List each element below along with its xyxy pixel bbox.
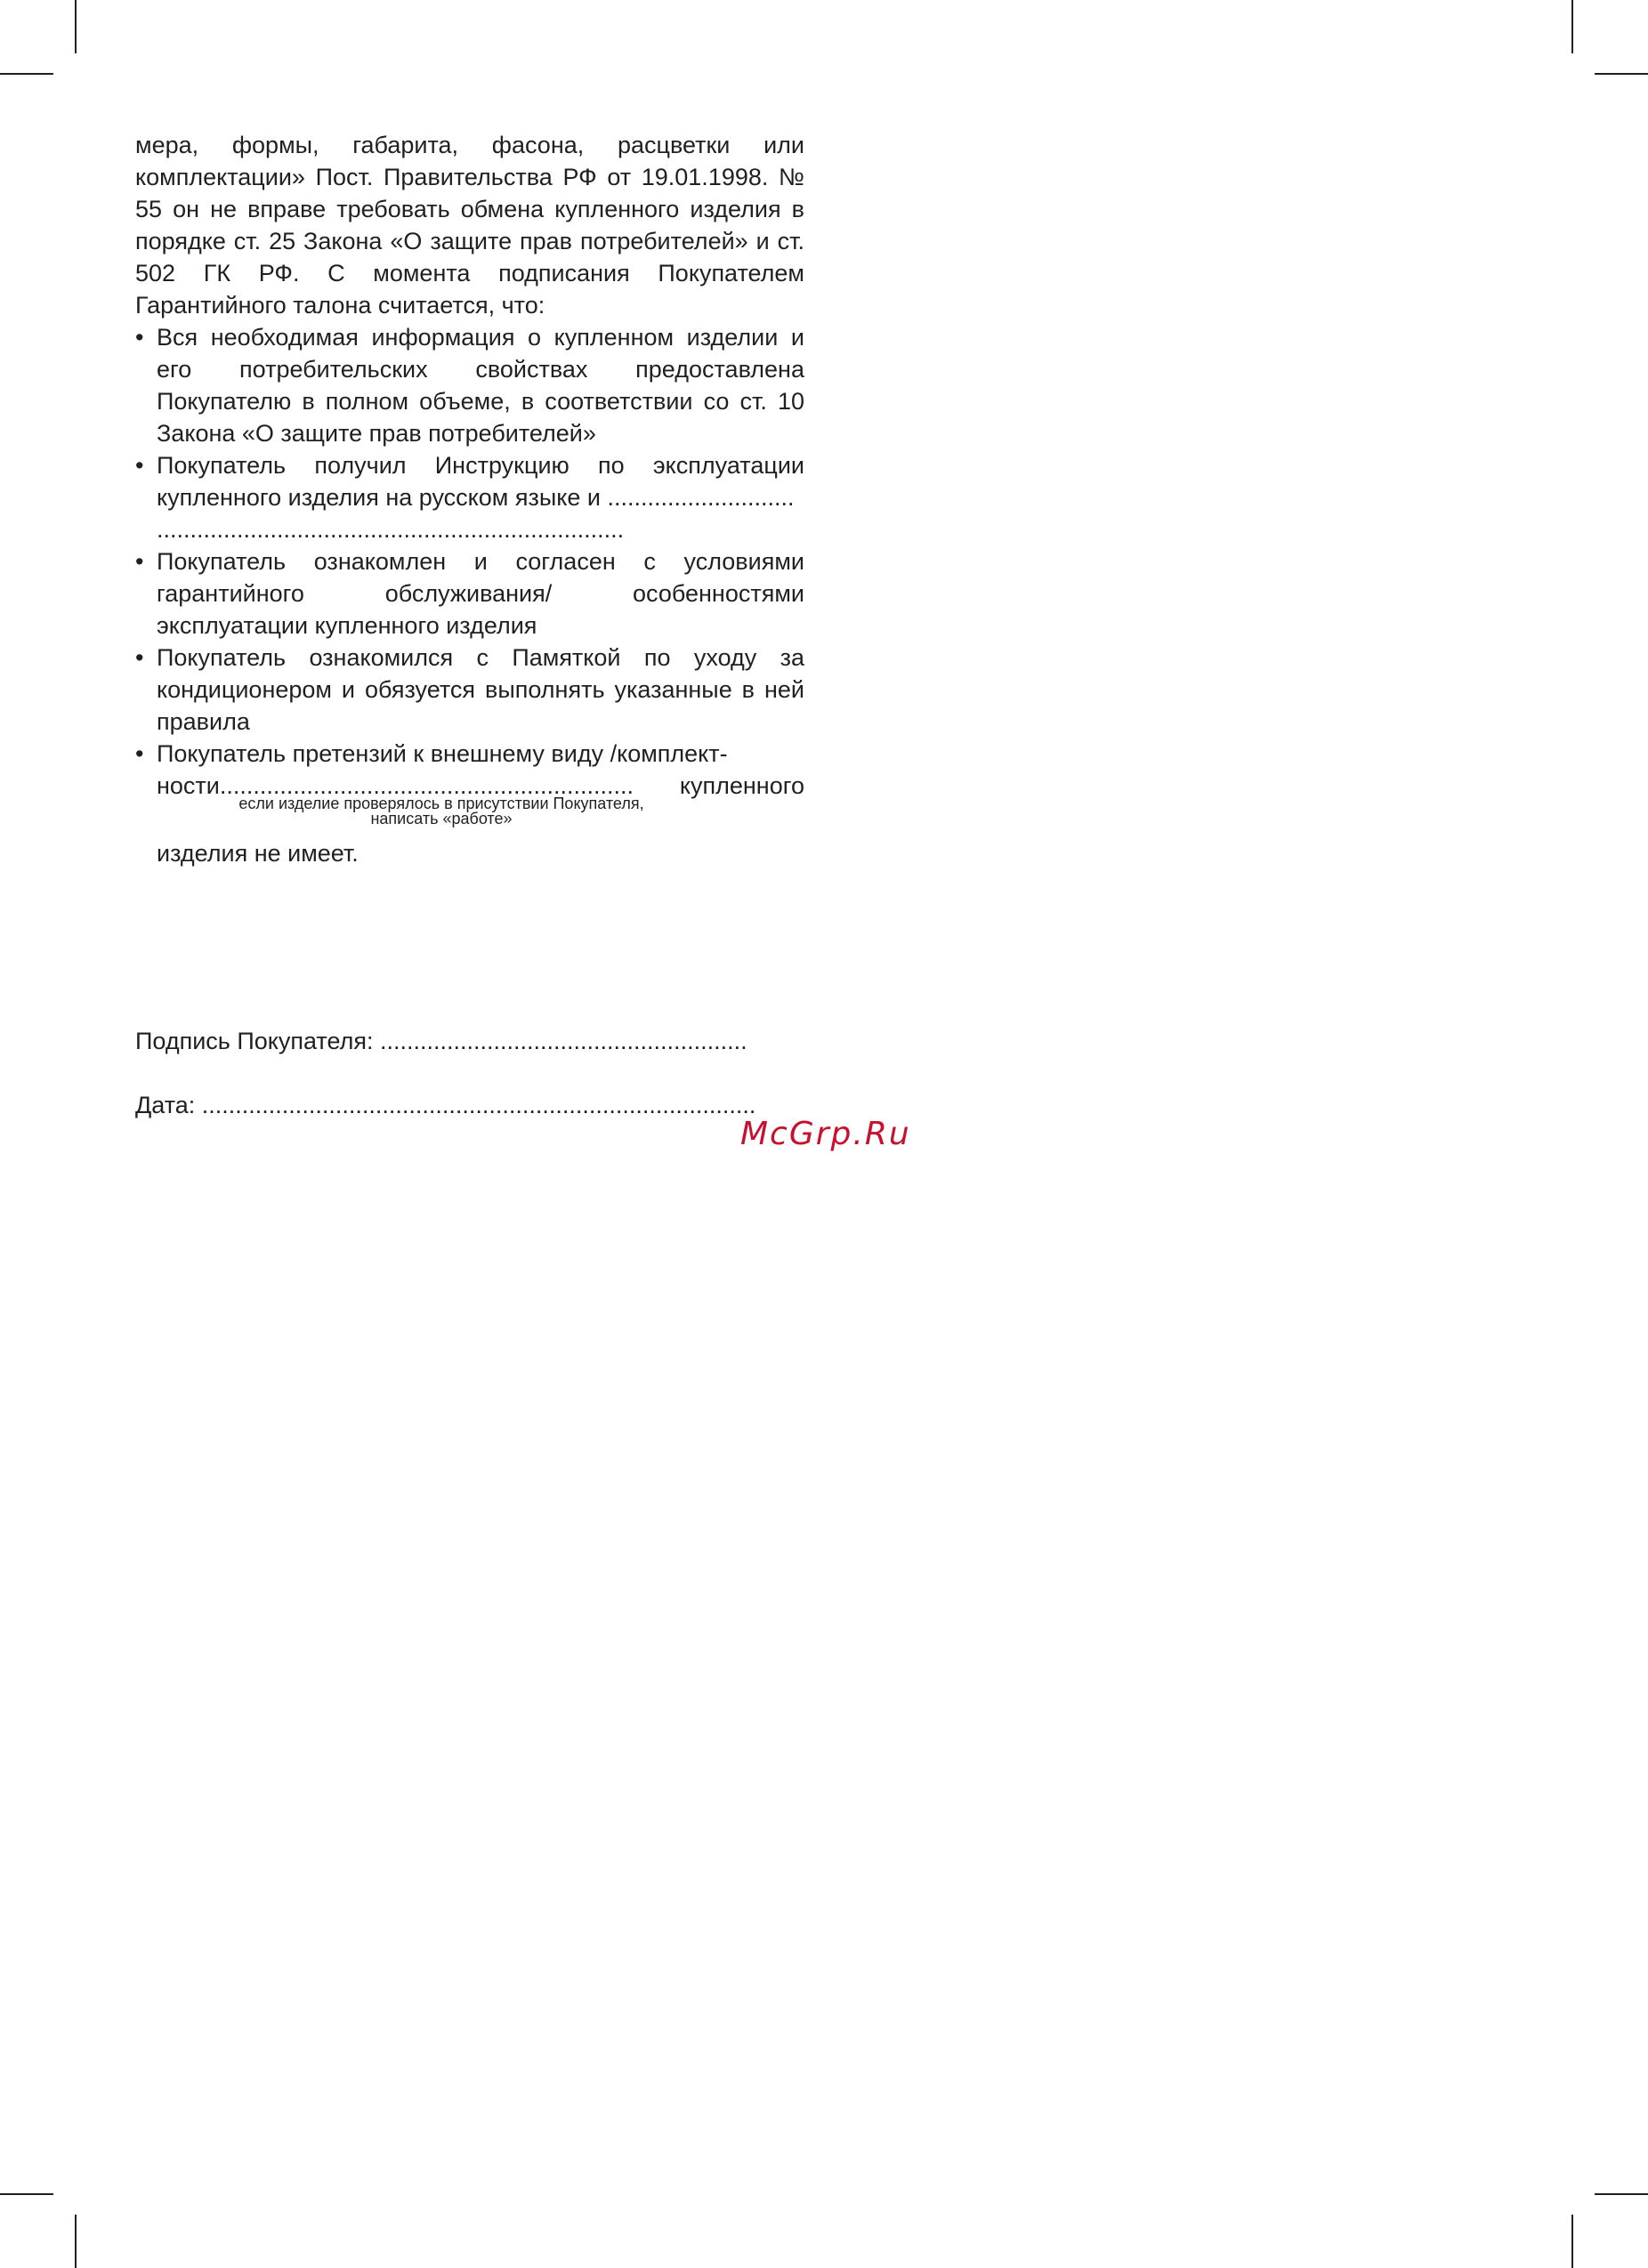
list-item-text: Покупатель ознакомлен и согласен с условиями гарантийного обслуживания/ особенностями эксплуатации купленного изделия	[157, 548, 804, 639]
warranty-text-block	[135, 129, 804, 869]
crop-mark	[1571, 0, 1573, 53]
watermark: McGrp.Ru	[740, 1116, 911, 1152]
fill-in-dots: ности..............................................................	[157, 772, 634, 799]
crop-mark	[0, 73, 53, 75]
list-item-text: изделия не имеет.	[157, 840, 359, 867]
list-item-text: Вся необходимая информация о купленном изделии и его потребительских свойствах предоставлена Покупателю в полном объеме, в соответствии со ст. 10 Закона «О защите прав потребителей»	[157, 324, 804, 447]
buyer-signature-line: Подпись Покупателя: .......................................................	[135, 1028, 747, 1054]
conditions-list	[135, 321, 804, 869]
date-line: Дата: ...................................................................................	[135, 1092, 756, 1118]
fill-in-line: ......................................................................	[157, 516, 625, 543]
bullet-icon: •	[135, 548, 144, 575]
list-item	[135, 545, 804, 642]
list-item-text: Покупатель ознакомился с Памяткой по уходу за кондиционером и обязуется выполнять указанные в ней правила	[157, 644, 804, 735]
crop-mark	[1595, 2193, 1648, 2195]
crop-mark	[0, 2193, 53, 2195]
crop-mark	[75, 2215, 77, 2268]
crop-mark	[1571, 2215, 1573, 2268]
list-item	[135, 642, 804, 738]
list-item-text: Покупатель претензий к внешнему виду /комплект-	[157, 740, 728, 767]
bullet-icon: •	[135, 740, 144, 767]
list-item-text: Покупатель получил Инструкцию по эксплуатации купленного изделия на русском языке и ............................	[157, 452, 804, 511]
bullet-icon: •	[135, 452, 144, 479]
list-item	[135, 321, 804, 449]
list-item	[135, 449, 804, 545]
crop-mark	[75, 0, 77, 53]
list-item-text: купленного	[679, 772, 804, 799]
bullet-icon: •	[135, 324, 144, 351]
intro-paragraph: мера, формы, габарита, фасона, расцветки или комплектации» Пост. Правительства РФ от 19.01.1998. № 55 он не вправе требовать обмена купленного изделия в порядке ст. 25 Закона «О защите прав потребителей» и ст. 502 ГК РФ. С момента подписания Покупателем Гарантийного талона считается, что:	[135, 132, 804, 319]
fill-in-hint: если изделие проверялось в присутствии Покупателя, написать «работе»	[238, 795, 644, 827]
crop-mark	[1595, 73, 1648, 75]
bullet-icon: •	[135, 644, 144, 671]
list-item	[135, 738, 804, 869]
